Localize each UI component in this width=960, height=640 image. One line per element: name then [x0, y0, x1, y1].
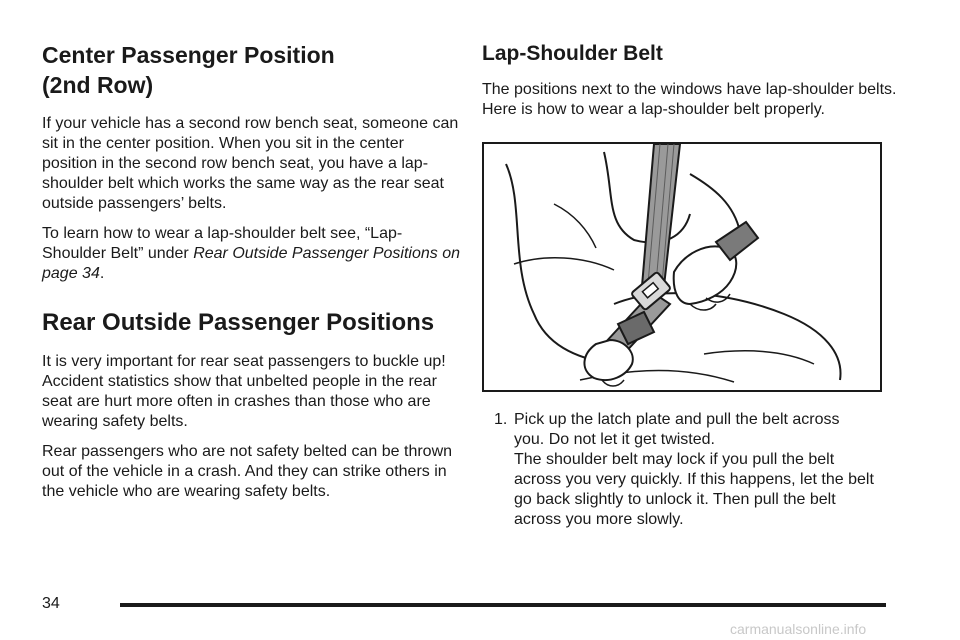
- footer-rule: [120, 603, 886, 607]
- seatbelt-latch-drawing: [484, 144, 880, 390]
- heading-center-passenger: Center Passenger Position: [42, 42, 335, 68]
- step-1-action: Pick up the latch plate and pull the belt across you. Do not let it get twisted.: [514, 411, 840, 448]
- page-number: 34: [42, 595, 60, 612]
- paragraph-unbelted-risk: Rear passengers who are not safety belted can be thrown out of the vehicle in a crash. And they can strike others in the vehicle who are wearing safety belts.: [42, 443, 453, 500]
- heading-2nd-row: (2nd Row): [42, 72, 154, 98]
- step-number: 1.: [494, 411, 508, 428]
- heading-lap-shoulder-belt: Lap-Shoulder Belt: [482, 42, 663, 65]
- paragraph-learn-more-text: To learn how to wear a lap-shoulder belt see, “Lap-Shoulder Belt” under: [42, 225, 403, 262]
- step-text: [514, 410, 874, 530]
- step-1-note: The shoulder belt may lock if you pull the belt across you very quickly. If this happens, let the belt go back slightly to unlock it. Then pull the belt across you more slowly.: [514, 451, 874, 528]
- paragraph-lap-shoulder-intro: The positions next to the windows have lap-shoulder belts. Here is how to wear a lap-shoulder belt properly.: [482, 81, 897, 118]
- right-column: [482, 40, 902, 530]
- left-column: [42, 40, 462, 502]
- watermark: carmanualsonline.info: [730, 621, 867, 637]
- paragraph-buckle-up: It is very important for rear seat passengers to buckle up! Accident statistics show that unbelted people in the rear seat are hurt more often in crashes than those who are wearing safety belts.: [42, 353, 446, 430]
- instruction-step-1: [494, 410, 902, 530]
- paragraph-learn-more-end: .: [99, 265, 105, 282]
- heading-rear-outside: Rear Outside Passenger Positions: [42, 309, 435, 336]
- paragraph-learn-more: [42, 224, 462, 284]
- cross-reference-link[interactable]: Rear Outside Passenger Positions on page 34: [42, 245, 461, 282]
- belt-illustration: [482, 142, 882, 392]
- paragraph-center-position: If your vehicle has a second row bench seat, someone can sit in the center position. When you sit in the center position in the second row bench seat, you have a lap-shoulder belt which works the same way as the rear seat outside passengers’ belts.: [42, 115, 459, 212]
